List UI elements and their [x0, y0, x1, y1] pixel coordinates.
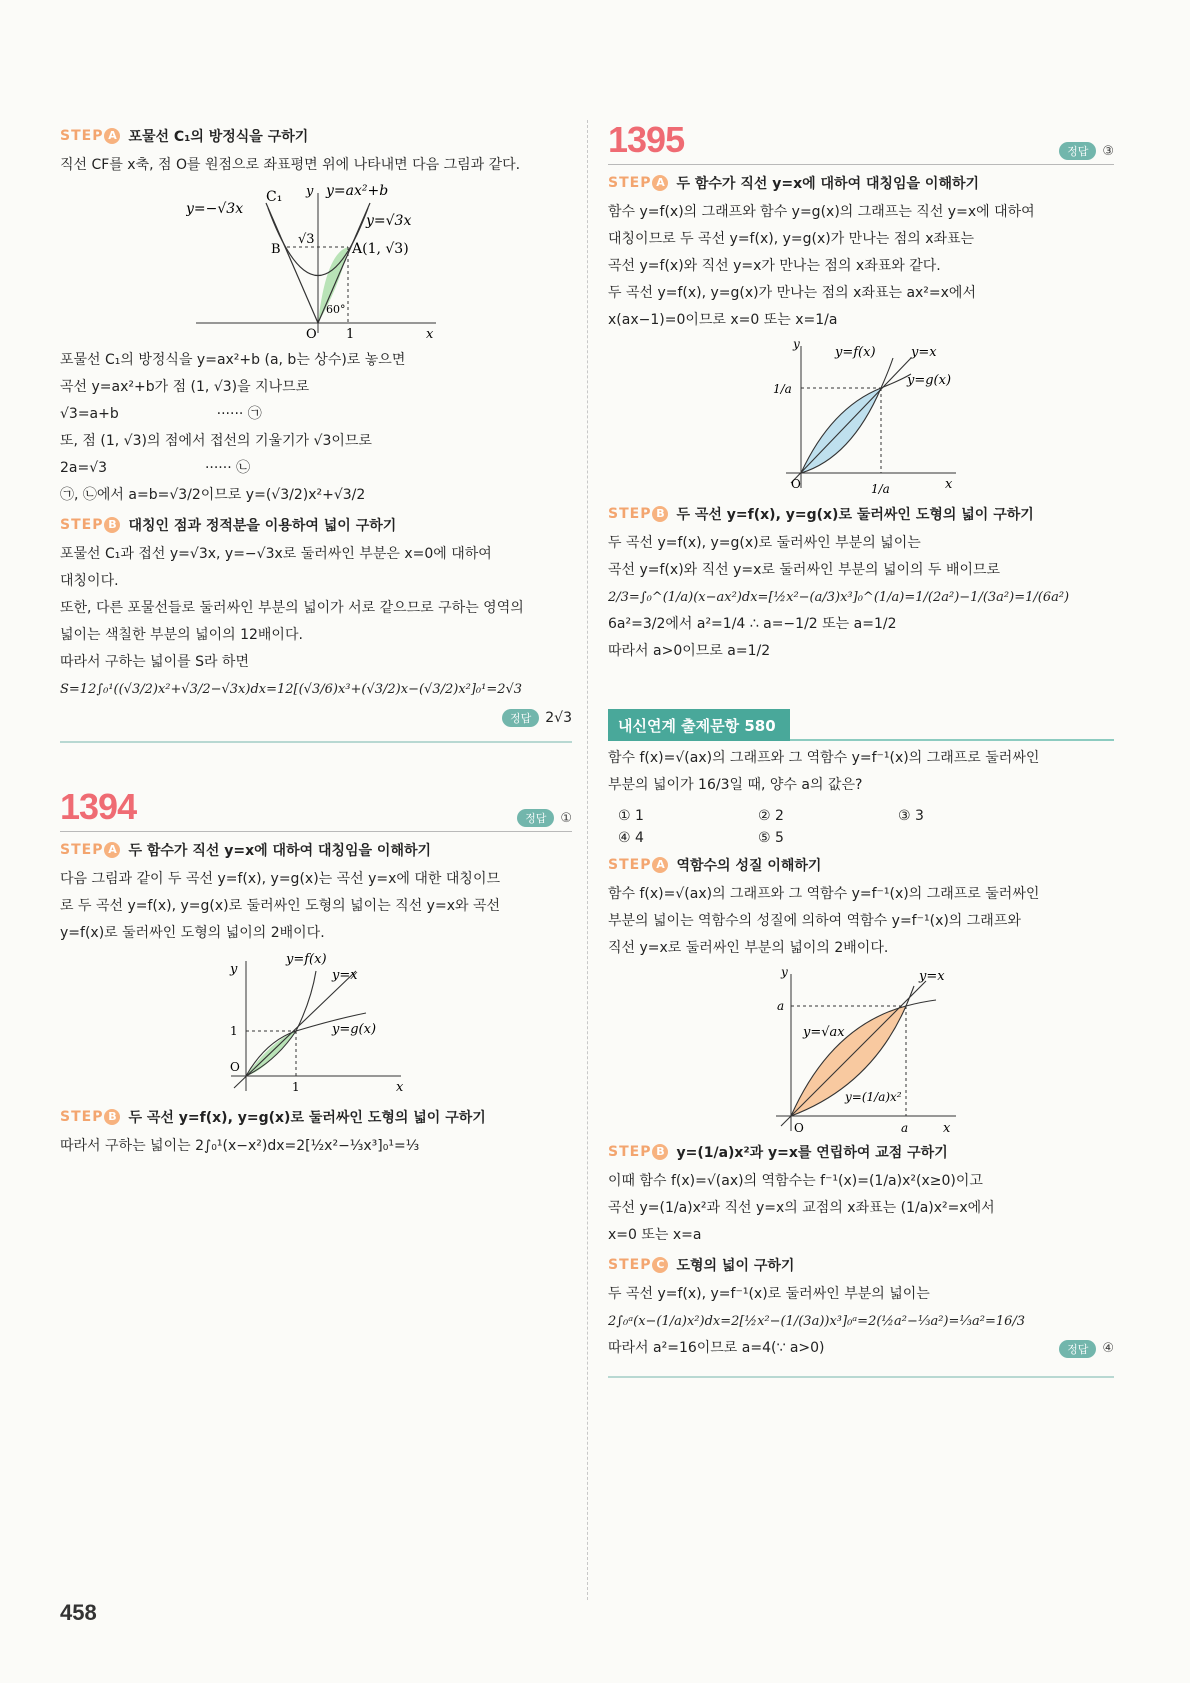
- svg-text:y=x: y=x: [919, 969, 945, 984]
- text-line: √3=a+b ······ ㉠: [60, 406, 262, 422]
- fig-label-neg-line: y=−√3x: [186, 201, 244, 217]
- text-line: x=0 또는 x=a: [608, 1227, 702, 1243]
- svg-text:y: y: [781, 966, 788, 979]
- svg-text:y=g(x): y=g(x): [332, 1022, 377, 1037]
- svg-text:y=x: y=x: [332, 968, 358, 983]
- svg-text:O: O: [230, 1060, 240, 1074]
- text-line: 곡선 y=f(x)와 직선 y=x가 만나는 점의 x좌표와 같다.: [608, 258, 941, 274]
- svg-text:a: a: [901, 1121, 909, 1135]
- text-line: 함수 y=f(x)의 그래프와 함수 y=g(x)의 그래프는 직선 y=x에 대하여: [608, 204, 1035, 220]
- fig-label-1: 1: [346, 327, 355, 342]
- choice-3[interactable]: ③ 3: [898, 808, 924, 824]
- answer-tag: 정답 ④: [1059, 1340, 1114, 1358]
- question-line: 부분의 넓이가 16/3일 때, 양수 a의 값은?: [608, 777, 863, 793]
- svg-text:1: 1: [230, 1024, 238, 1038]
- text-line: S=12∫₀¹((√3/2)x²+√3/2−√3x)dx=12[(√3/6)x³+(√3/2)x−(√3/2)x²]₀¹=2√3: [60, 682, 523, 697]
- text-line: 직선 y=x로 둘러싸인 부분의 넓이의 2배이다.: [608, 940, 889, 956]
- answer-tag: 정답 ①: [517, 809, 572, 827]
- problem-number: 1394: [60, 786, 137, 827]
- problem-1394-header: [60, 787, 572, 832]
- svg-text:y=√ax: y=√ax: [803, 1025, 845, 1040]
- section-separator: [608, 1376, 1114, 1378]
- svg-text:x: x: [945, 477, 953, 492]
- text-line: 포물선 C₁과 접선 y=√3x, y=−√3x로 둘러싸인 부분은 x=0에 대하여: [60, 546, 492, 562]
- text-line: 따라서 구하는 넓이를 S라 하면: [60, 654, 249, 670]
- column-divider: [587, 120, 588, 1600]
- problem-number: 1395: [608, 119, 685, 160]
- text-line: 따라서 a²=16이므로 a=4(∵ a>0): [608, 1340, 825, 1356]
- intro-text: 직선 CF를 x축, 점 O를 원점으로 좌표평면 위에 나타내면 다음 그림과 같다.: [60, 157, 521, 173]
- text-line: 함수 f(x)=√(ax)의 그래프와 그 역함수 y=f⁻¹(x)의 그래프로 둘러싸인: [608, 886, 1040, 902]
- text-line: 곡선 y=(1/a)x²과 직선 y=x의 교점의 x좌표는 (1/a)x²=x에서: [608, 1200, 995, 1216]
- svg-text:y=(1/a)x²: y=(1/a)x²: [845, 1090, 902, 1104]
- text-line: x(ax−1)=0이므로 x=0 또는 x=1/a: [608, 312, 838, 328]
- step-a-heading: STEP A 두 함수가 직선 y=x에 대하여 대칭임을 이해하기: [608, 175, 980, 192]
- blue-region-figure: [761, 338, 961, 498]
- svg-text:y=f(x): y=f(x): [835, 345, 876, 360]
- choices: [618, 805, 1114, 849]
- step-a-heading: STEP A 포물선 C₁의 방정식을 구하기: [60, 128, 309, 145]
- svg-text:a: a: [777, 999, 785, 1013]
- text-line: 대칭이다.: [60, 573, 119, 589]
- step-a-heading: STEP A 역함수의 성질 이해하기: [608, 857, 822, 874]
- parabola-figure: [186, 183, 446, 343]
- choice-1[interactable]: ① 1: [618, 808, 644, 824]
- fig-label-x: x: [426, 327, 434, 342]
- answer-value: 2√3: [545, 710, 572, 726]
- svg-text:1/a: 1/a: [871, 482, 890, 496]
- fig-label-sqrt3: √3: [298, 232, 315, 247]
- answer-tag: 정답 ③: [1059, 142, 1114, 160]
- step-b-heading: STEP B 두 곡선 y=f(x), y=g(x)로 둘러싸인 도형의 넓이 구하기: [608, 506, 1034, 523]
- fig-label-60: 60°: [326, 303, 346, 316]
- text-line: 6a²=3/2에서 a²=1/4 ∴ a=−1/2 또는 a=1/2: [608, 616, 897, 632]
- fig-label-a: A(1, √3): [352, 241, 409, 257]
- text-line: 곡선 y=f(x)와 직선 y=x로 둘러싸인 부분의 넓이의 두 배이므로: [608, 562, 1001, 578]
- text-line: 이때 함수 f(x)=√(ax)의 역함수는 f⁻¹(x)=(1/a)x²(x≥0)이고: [608, 1173, 983, 1189]
- fig-label-o: O: [306, 327, 317, 342]
- fig-label-y: y: [306, 184, 314, 199]
- fig-label-parabola: y=ax²+b: [326, 183, 389, 199]
- text-line: 2a=√3 ······ ㉡: [60, 460, 251, 476]
- svg-text:O: O: [794, 1121, 804, 1135]
- svg-text:y: y: [230, 962, 238, 977]
- svg-text:y=f(x): y=f(x): [286, 952, 327, 967]
- text-line: 포물선 C₁의 방정식을 y=ax²+b (a, b는 상수)로 놓으면: [60, 352, 406, 368]
- text-line: 다음 그림과 같이 두 곡선 y=f(x), y=g(x)는 곡선 y=x에 대한 대칭이므: [60, 871, 500, 887]
- svg-text:y=x: y=x: [911, 345, 937, 360]
- svg-text:1/a: 1/a: [773, 382, 792, 396]
- section-separator: [60, 741, 572, 743]
- choice-2[interactable]: ② 2: [758, 808, 784, 824]
- text-line: 넓이는 색칠한 부분의 넓이의 12배이다.: [60, 627, 303, 643]
- svg-text:x: x: [396, 1080, 404, 1095]
- problem-1395-header: [608, 120, 1114, 165]
- orange-region-figure: [761, 966, 961, 1136]
- answer-label: 정답: [502, 709, 539, 727]
- text-line: ㉠, ㉡에서 a=b=√3/2이므로 y=(√3/2)x²+√3/2: [60, 487, 366, 503]
- svg-text:1: 1: [292, 1080, 300, 1094]
- text-line: 부분의 넓이는 역함수의 성질에 의하여 역함수 y=f⁻¹(x)의 그래프와: [608, 913, 1021, 929]
- box-title: 내신연계 출제문항 580: [608, 709, 790, 741]
- answer-row: [60, 709, 572, 727]
- right-column: [608, 120, 1114, 1378]
- text-line: 로 두 곡선 y=f(x), y=g(x)로 둘러싸인 도형의 넓이는 직선 y=x와 곡선: [60, 898, 500, 914]
- text-line: 따라서 a>0이므로 a=1/2: [608, 643, 771, 659]
- text-line: 대칭이므로 두 곡선 y=f(x), y=g(x)가 만나는 점의 x좌표는: [608, 231, 975, 247]
- step-b-heading: STEP B 대칭인 점과 정적분을 이용하여 넓이 구하기: [60, 517, 397, 534]
- choice-5[interactable]: ⑤ 5: [758, 830, 784, 846]
- text-line: 두 곡선 y=f(x), y=g(x)로 둘러싸인 부분의 넓이는: [608, 535, 921, 551]
- text-line: 또한, 다른 포물선들로 둘러싸인 부분의 넓이가 서로 같으므로 구하는 영역의: [60, 600, 524, 616]
- question-line: 함수 f(x)=√(ax)의 그래프와 그 역함수 y=f⁻¹(x)의 그래프로 둘러싸인: [608, 750, 1040, 766]
- svg-text:O: O: [791, 477, 801, 491]
- text-line: 따라서 구하는 넓이는 2∫₀¹(x−x²)dx=2[½x²−⅓x³]₀¹=⅓: [60, 1138, 420, 1154]
- fig-label-b: B: [271, 242, 281, 257]
- choice-4[interactable]: ④ 4: [618, 830, 644, 846]
- step-b-heading: STEP B y=(1/a)x²과 y=x를 연립하여 교점 구하기: [608, 1144, 948, 1161]
- step-a-heading: STEP A 두 함수가 직선 y=x에 대하여 대칭임을 이해하기: [60, 842, 432, 859]
- symmetric-curves-figure: [226, 951, 406, 1101]
- text-line: 두 곡선 y=f(x), y=g(x)가 만나는 점의 x좌표는 ax²=x에서: [608, 285, 976, 301]
- step-b-heading: STEP B 두 곡선 y=f(x), y=g(x)로 둘러싸인 도형의 넓이 구하기: [60, 1109, 486, 1126]
- fig-label-pos-line: y=√3x: [366, 213, 412, 229]
- svg-text:y=g(x): y=g(x): [907, 373, 952, 388]
- svg-text:y: y: [793, 338, 800, 351]
- left-column: [60, 120, 572, 1160]
- text-line: y=f(x)로 둘러싸인 도형의 넓이의 2배이다.: [60, 925, 325, 941]
- fig-label-c1: C₁: [266, 189, 283, 205]
- step-c-heading: STEP C 도형의 넓이 구하기: [608, 1257, 795, 1274]
- problem-580: [608, 709, 1114, 1378]
- text-line: 곡선 y=ax²+b가 점 (1, √3)을 지나므로: [60, 379, 310, 395]
- svg-text:x: x: [943, 1121, 951, 1136]
- final-row: [608, 1335, 1114, 1362]
- text-line: 2/3=∫₀^(1/a)(x−ax²)dx=[½x²−(a/3)x³]₀^(1/a)=1/(2a²)−1/(3a²)=1/(6a²): [608, 590, 1070, 605]
- text-line: 두 곡선 y=f(x), y=f⁻¹(x)로 둘러싸인 부분의 넓이는: [608, 1286, 930, 1302]
- page-number: 458: [60, 1600, 97, 1625]
- text-line: 또, 점 (1, √3)의 점에서 접선의 기울기가 √3이므로: [60, 433, 372, 449]
- text-line: 2∫₀ᵃ(x−(1/a)x²)dx=2[½x²−(1/(3a))x³]₀ᵃ=2(½a²−⅓a²)=⅓a²=16/3: [608, 1314, 1026, 1329]
